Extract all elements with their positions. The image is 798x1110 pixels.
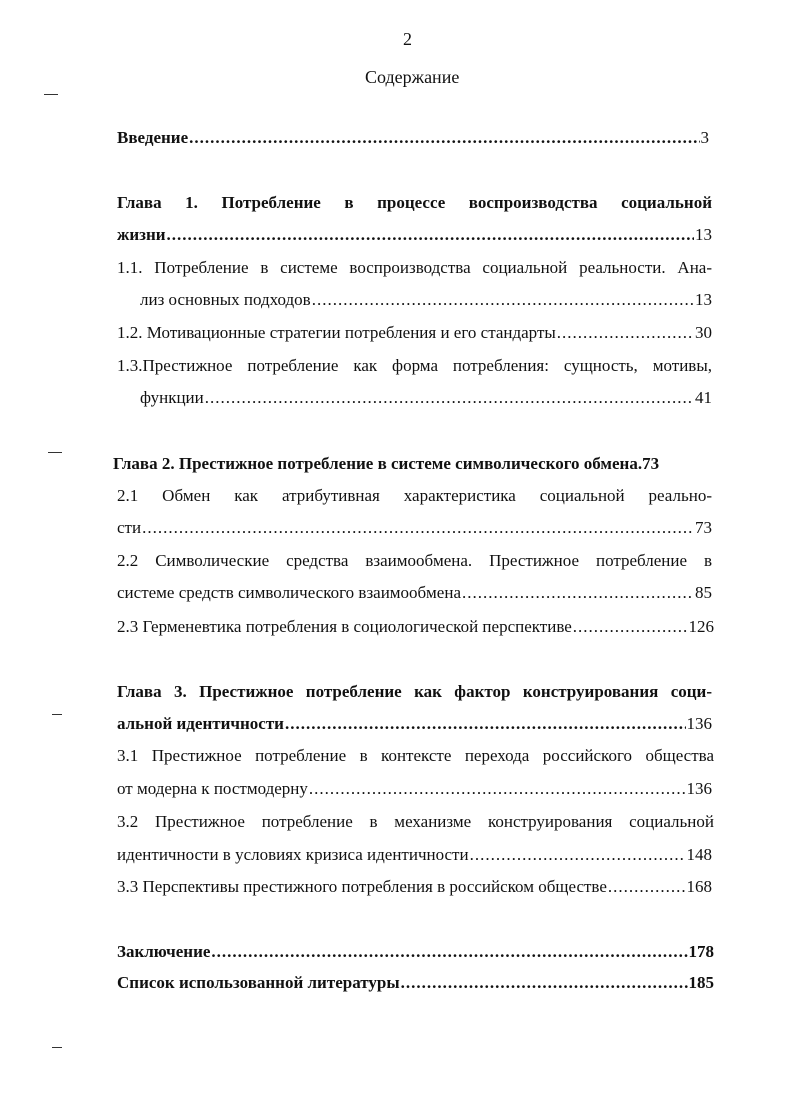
toc-leader (470, 845, 686, 865)
toc-entry-introduction (117, 128, 709, 152)
toc-leader (189, 128, 699, 148)
toc-section-1-3-title: 1.3.Престижное потребление как форма потребления: сущность, мотивы, (117, 356, 712, 375)
toc-leader (573, 617, 688, 637)
toc-entry-chapter-1 (117, 225, 712, 249)
toc-page-number: 85 (695, 583, 712, 602)
toc-page-number: 73 (695, 518, 712, 537)
toc-entry-section-2-3 (117, 617, 714, 641)
toc-page-number: 13 (695, 290, 712, 309)
toc-entry-section-3-2 (117, 845, 712, 869)
toc-leader (309, 779, 686, 799)
toc-label: Заключение (117, 942, 211, 961)
toc-leader (167, 225, 694, 245)
toc-chapter-1-title: Глава 1. Потребление в процессе воспроизводства социальной (117, 193, 712, 212)
toc-page-number: 185 (688, 973, 714, 992)
toc-section-3-2-title: 3.2 Престижное потребление в механизме конструирования социальной (117, 812, 714, 831)
page-title: Содержание (365, 67, 460, 87)
toc-chapter-3-title: Глава 3. Престижное потребление как фактор конструирования соци- (117, 682, 712, 701)
toc-label: альной идентичности (117, 714, 284, 733)
toc-label: Глава 2. Престижное потребление в системе символического обмена. (113, 454, 643, 473)
toc-leader (401, 973, 688, 993)
toc-entry-section-3-3 (117, 877, 712, 901)
toc-entry-section-1-2 (117, 323, 712, 347)
toc-entry-chapter-3 (117, 714, 712, 738)
toc-leader (142, 518, 694, 538)
toc-label: жизни (117, 225, 166, 244)
toc-leader (285, 714, 686, 734)
toc-section-2-2-title: 2.2 Символические средства взаимообмена. Престижное потребление в (117, 551, 712, 570)
toc-entry-section-3-1 (117, 779, 712, 803)
toc-label: системе средств символического взаимообмена (117, 583, 461, 602)
toc-label: функции (140, 388, 204, 407)
scan-mark (52, 714, 62, 715)
toc-page-number: 73 (642, 454, 660, 473)
toc-page-number: 30 (695, 323, 712, 342)
toc-page-number: 136 (686, 714, 712, 733)
toc-leader (462, 583, 694, 603)
toc-entry-chapter-2 (113, 454, 714, 478)
toc-page-number: 178 (688, 942, 714, 961)
toc-entry-section-2-1 (117, 518, 712, 542)
toc-entry-section-1-1 (140, 290, 712, 314)
toc-page-number: 168 (686, 877, 712, 896)
toc-entry-section-1-3 (140, 388, 712, 412)
toc-section-3-1-title: 3.1 Престижное потребление в контексте перехода российского общества (117, 746, 714, 765)
toc-label: Список использованной литературы (117, 973, 400, 992)
toc-label: идентичности в условиях кризиса идентичности (117, 845, 469, 864)
scan-mark (48, 452, 62, 453)
toc-entry-section-2-2 (117, 583, 712, 607)
toc-leader (312, 290, 694, 310)
scan-mark (44, 94, 58, 95)
toc-label: 3.3 Перспективы престижного потребления в российском обществе (117, 877, 607, 896)
toc-page-number: 13 (695, 225, 712, 244)
toc-label: от модерна к постмодерну (117, 779, 308, 798)
toc-leader (205, 388, 694, 408)
toc-label: 1.2. Мотивационные стратегии потребления и его стандарты (117, 323, 556, 342)
toc-section-1-1-title: 1.1. Потребление в системе воспроизводства социальной реальности. Ана- (117, 258, 712, 277)
toc-label: лиз основных подходов (140, 290, 311, 309)
toc-leader (557, 323, 694, 343)
toc-section-2-1-title: 2.1 Обмен как атрибутивная характеристика социальной реально- (117, 486, 712, 505)
toc-entry-bibliography (117, 973, 714, 997)
toc-leader (608, 877, 686, 897)
toc-leader (211, 942, 687, 962)
toc-page-number: 41 (695, 388, 712, 407)
page-number: 2 (403, 29, 412, 49)
toc-label: Введение (117, 128, 189, 147)
toc-label: 2.3 Герменевтика потребления в социологической перспективе (117, 617, 572, 636)
toc-page-number: 136 (686, 779, 712, 798)
toc-page-number: 3 (700, 128, 709, 147)
toc-entry-conclusion (117, 942, 714, 966)
toc-page-number: 126 (688, 617, 714, 636)
toc-page-number: 148 (686, 845, 712, 864)
scan-mark (52, 1047, 62, 1048)
toc-label: сти (117, 518, 142, 537)
